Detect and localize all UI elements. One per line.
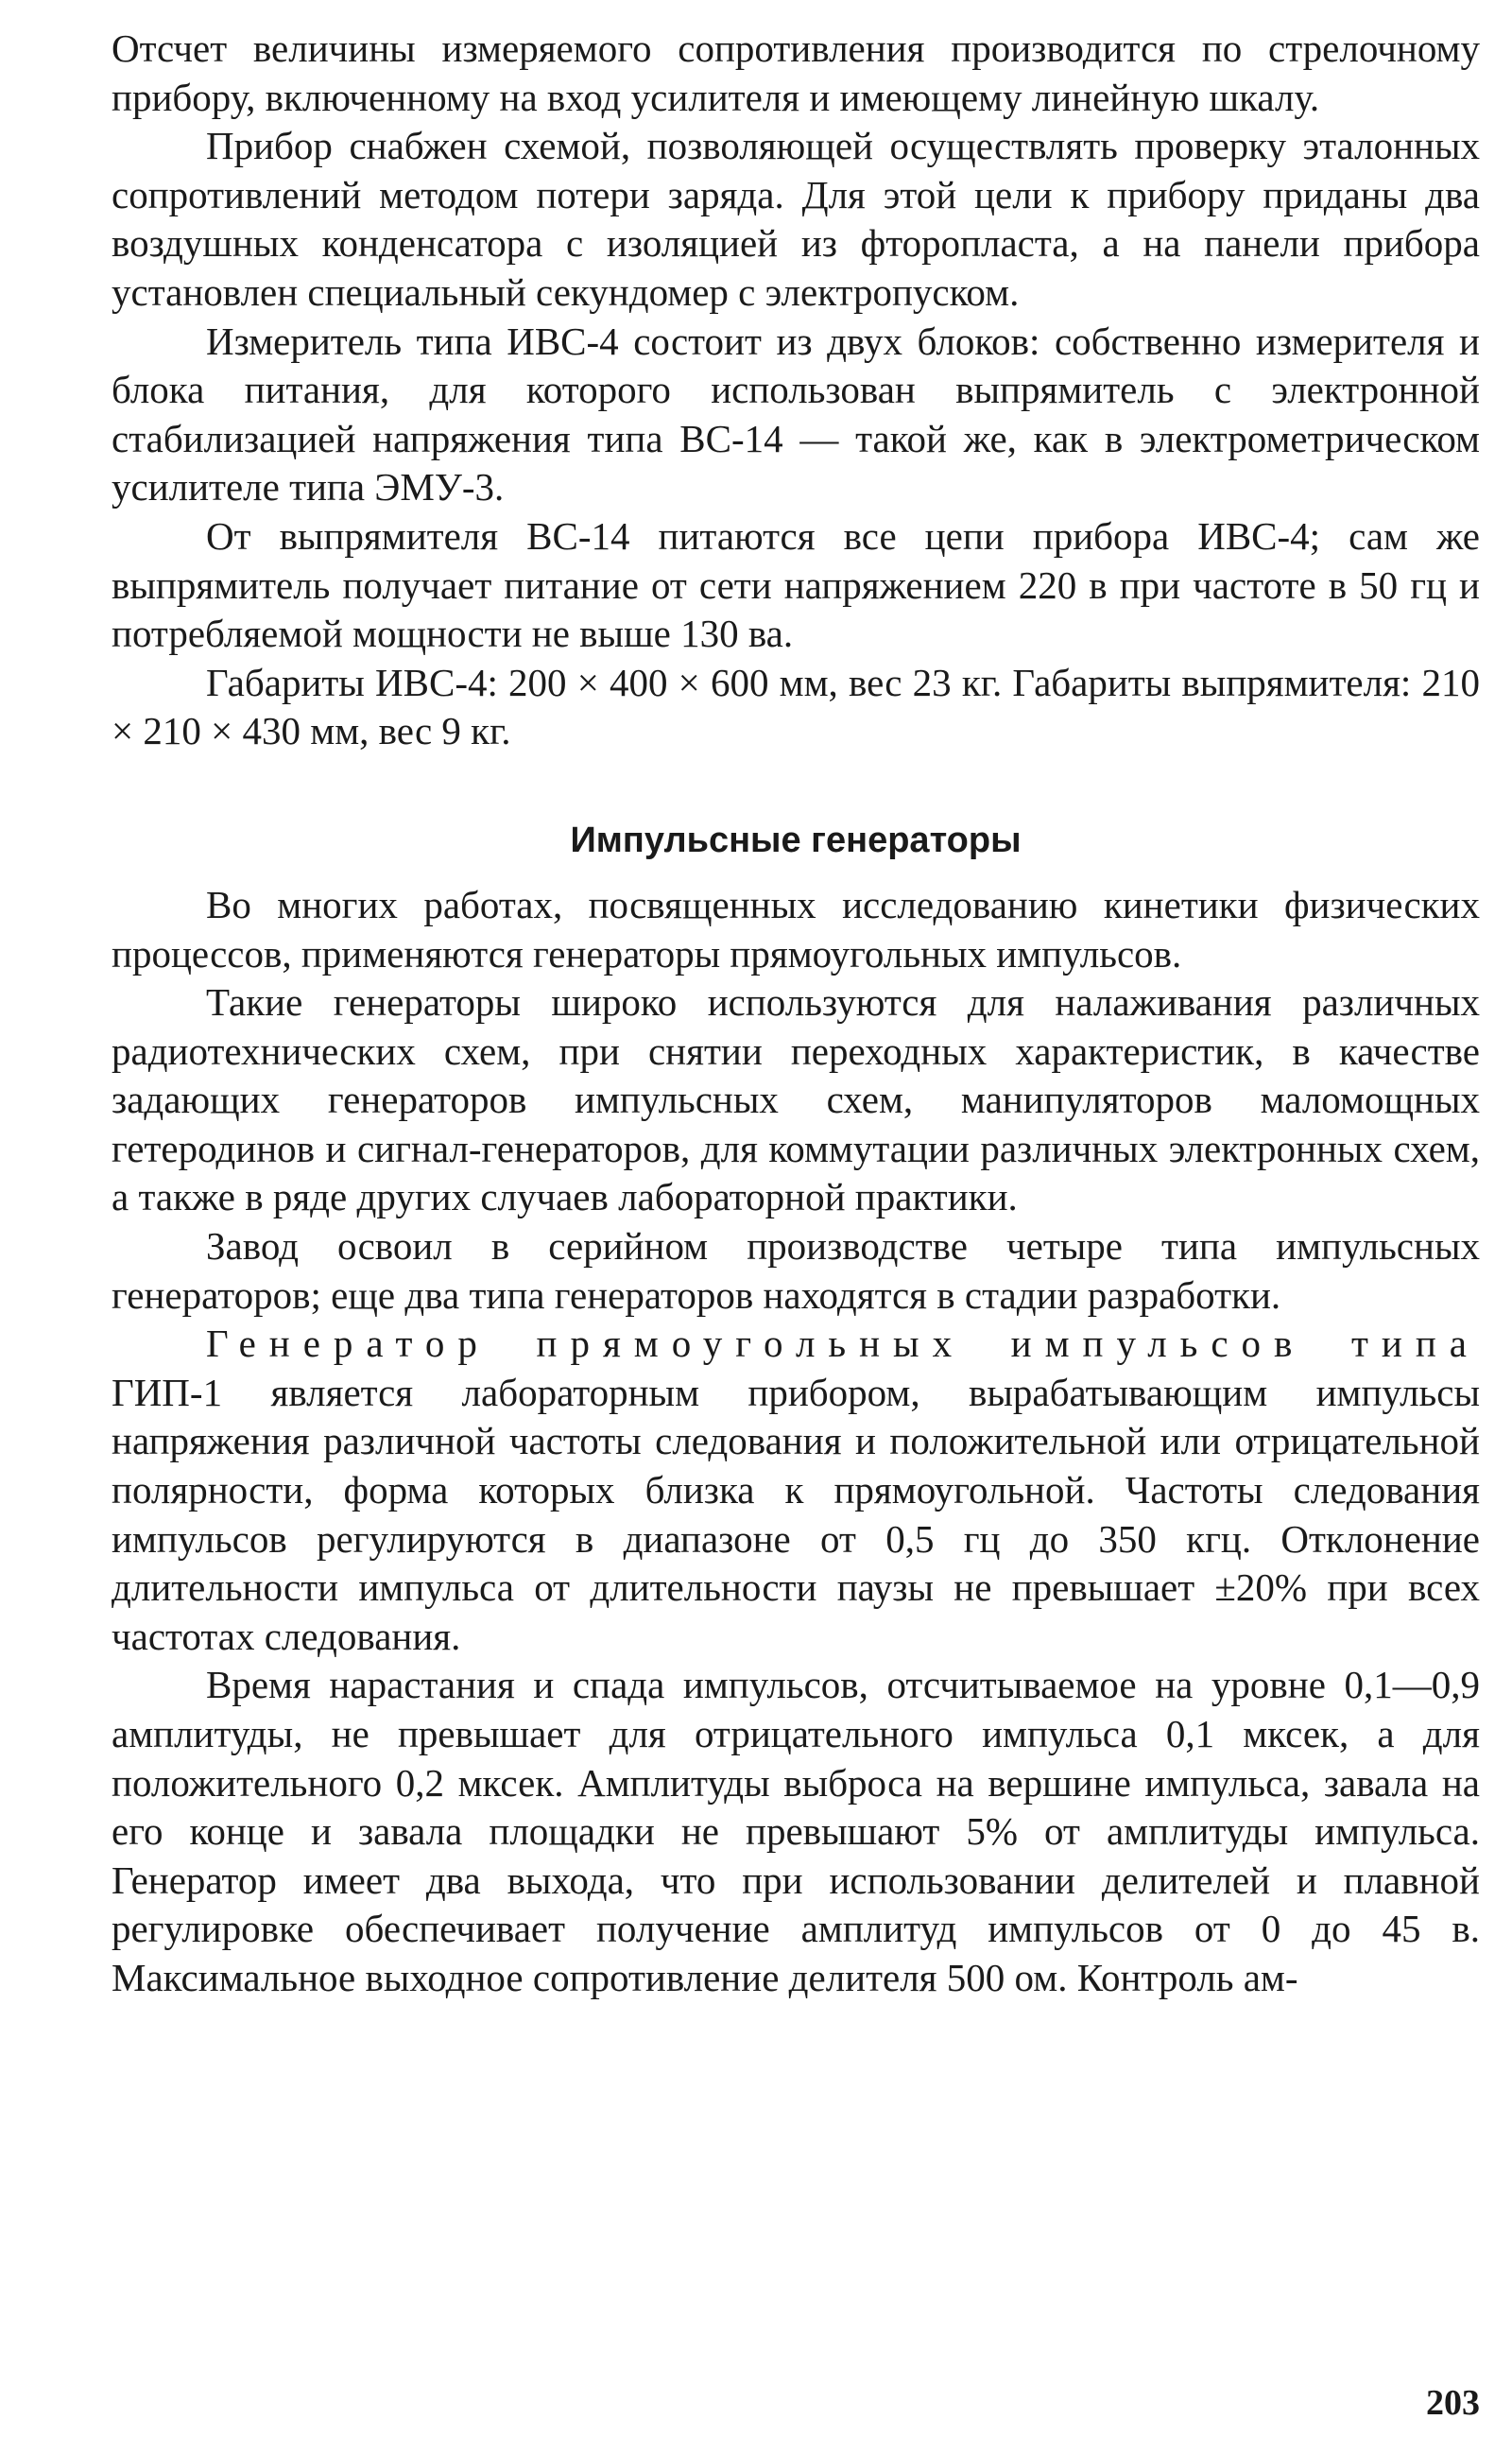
paragraph-generator-uses: Такие генераторы широко используются для налаживания различных радиотехнических схем, при снятии переходных характеристик, в качестве задающих генераторов импульсных схем, манипуляторов маломощных гетеродинов и сигнал-генераторов, для коммутации различных электронных схем, а также в ряде других случаев лабораторной практики.	[112, 980, 1480, 1219]
paragraph-gip1	[112, 1320, 1480, 1661]
gip1-spaced-lead: Генератор прямоугольных импульсов типа	[206, 1322, 1480, 1366]
page-number: 203	[1426, 2383, 1480, 2423]
section-heading: Импульсные генераторы	[570, 820, 1022, 860]
paragraph-ivs4-blocks: Измеритель типа ИВС-4 состоит из двух блоков: собственно измерителя и блока питания, для которого использован выпрямитель с электронной стабилизацией напряжения типа ВС-14 — такой же, как в электрометрическом усилителе типа ЭМУ-3.	[112, 319, 1480, 510]
page-body	[112, 25, 1480, 2003]
paragraph-rise-time: Время нарастания и спада импульсов, отсчитываемое на уровне 0,1—0,9 амплитуды, не превышает для отрицательного импульса 0,1 мксек, а для положительного 0,2 мксек. Амплитуды выброса на вершине импульса, завала на его конце и завала площадки не превышают 5% от амплитуды импульса. Генератор имеет два выхода, что при использовании делителей и плавной регулировке обеспечивает получение амплитуд импульсов от 0 до 45 в. Максимальное выходное сопротивление делителя 500 ом. Контроль ам-	[112, 1663, 1480, 1999]
paragraph-reference-check: Прибор снабжен схемой, позволяющей осуществлять проверку эталонных сопротивлений методом потери заряда. Для этой цели к прибору приданы два воздушных конденсатора с изоляцией из фторопласта, а на панели прибора установлен специальный секундомер с электропуском.	[112, 124, 1480, 314]
paragraph-rectifier-power: От выпрямителя ВС-14 питаются все цепи прибора ИВС-4; сам же выпрямитель получает питание от сети напряжением 220 в при частоте в 50 гц и потребляемой мощности не выше 130 ва.	[112, 513, 1480, 656]
paragraph-measurement-readout: Отсчет величины измеряемого сопротивления производится по стрелочному прибору, включенному на вход усилителя и имеющему линейную шкалу.	[112, 26, 1480, 119]
paragraph-dimensions: Габариты ИВС-4: 200 × 400 × 600 мм, вес 23 кг. Габариты выпрямителя: 210 × 210 × 430 мм, вес 9 кг.	[112, 660, 1480, 753]
paragraph-kinetics-intro: Во многих работах, посвященных исследованию кинетики физических процессов, применяются генераторы прямоугольных импульсов.	[112, 882, 1480, 976]
gip1-description: ГИП-1 является лабораторным прибором, вырабатывающим импульсы напряжения различной частоты следования и положительной или отрицательной полярности, форма которых близка к прямоугольной. Частоты следования импульсов регулируются в диапазоне от 0,5 гц до 350 кгц. Отклонение длительности импульса от длительности паузы не превышает ±20% при всех частотах следования.	[112, 1370, 1480, 1658]
paragraph-serial-production: Завод освоил в серийном производстве четыре типа импульсных генераторов; еще два типа генераторов находятся в стадии разработки.	[112, 1224, 1480, 1317]
